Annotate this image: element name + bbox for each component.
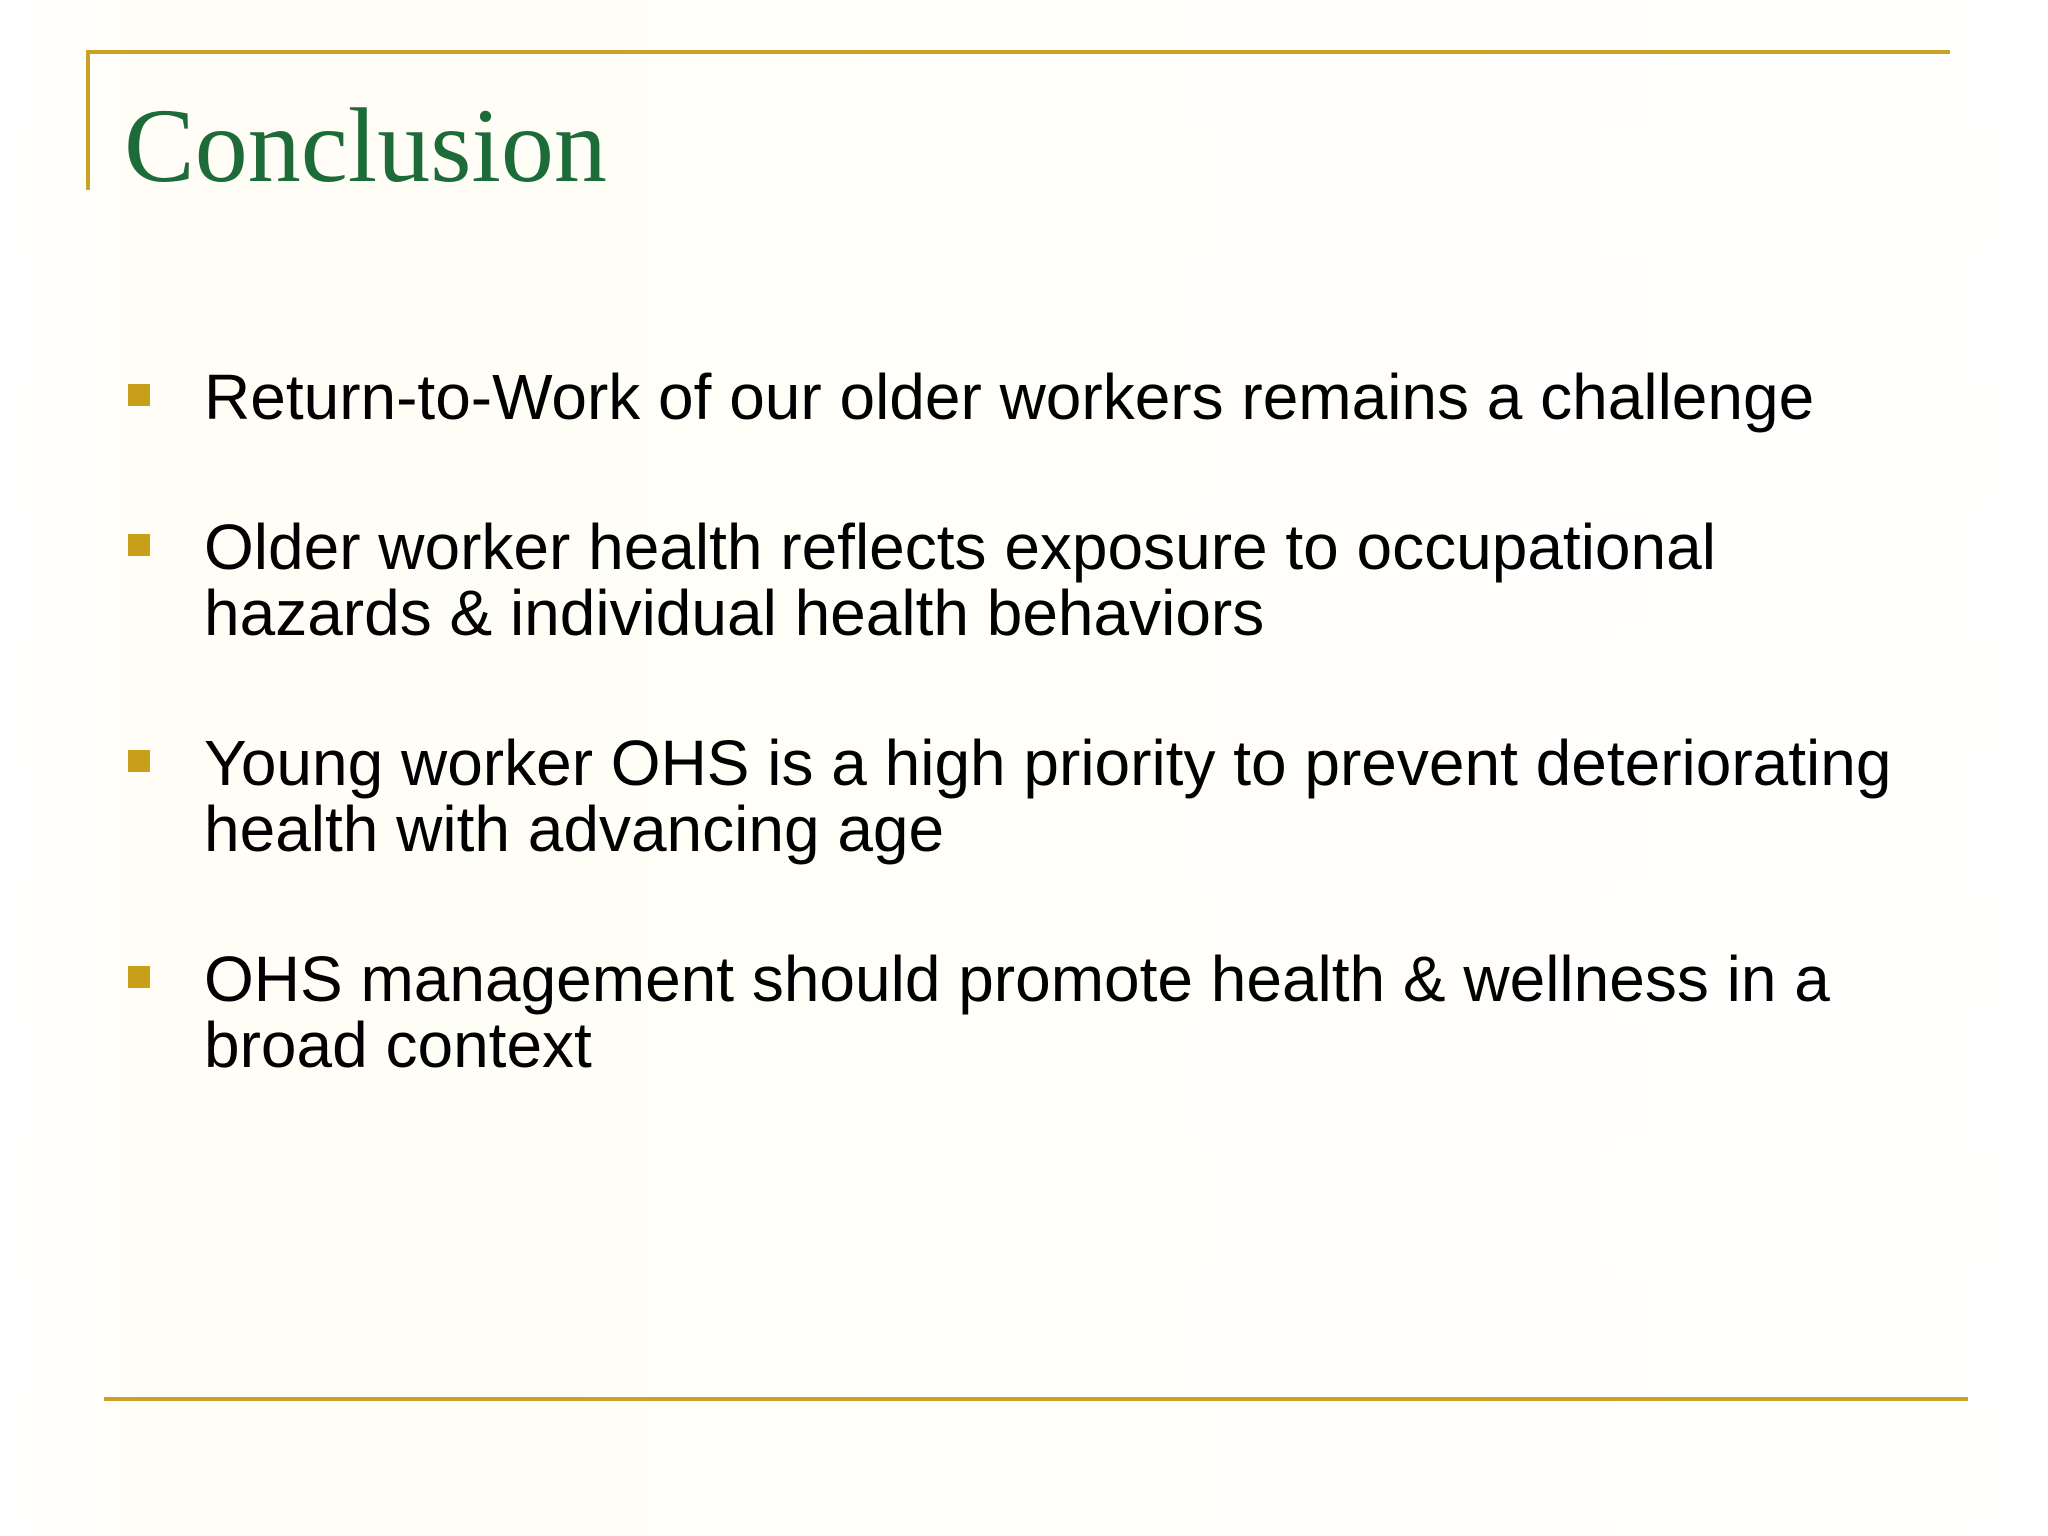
square-bullet-icon (128, 966, 150, 988)
bullet-text: OHS management should promote health & wellness in a broad context (204, 943, 1830, 1081)
square-bullet-icon (128, 534, 150, 556)
bullet-item (128, 727, 1948, 865)
left-rule (86, 50, 90, 190)
square-bullet-icon (128, 750, 150, 772)
bullet-item (128, 943, 1948, 1081)
top-rule (86, 50, 1950, 54)
bullet-item (128, 361, 1948, 433)
square-bullet-icon (128, 384, 150, 406)
bottom-rule (104, 1397, 1968, 1401)
bullet-item (128, 511, 1948, 649)
bullet-text: Young worker OHS is a high priority to prevent deteriorating health with advancing age (204, 727, 1892, 865)
bullet-text: Return-to-Work of our older workers remains a challenge (204, 361, 1815, 433)
slide-title: Conclusion (124, 87, 607, 204)
bullet-text: Older worker health reflects exposure to occupational hazards & individual health behaviors (204, 511, 1716, 649)
bullet-list (128, 361, 1948, 1162)
